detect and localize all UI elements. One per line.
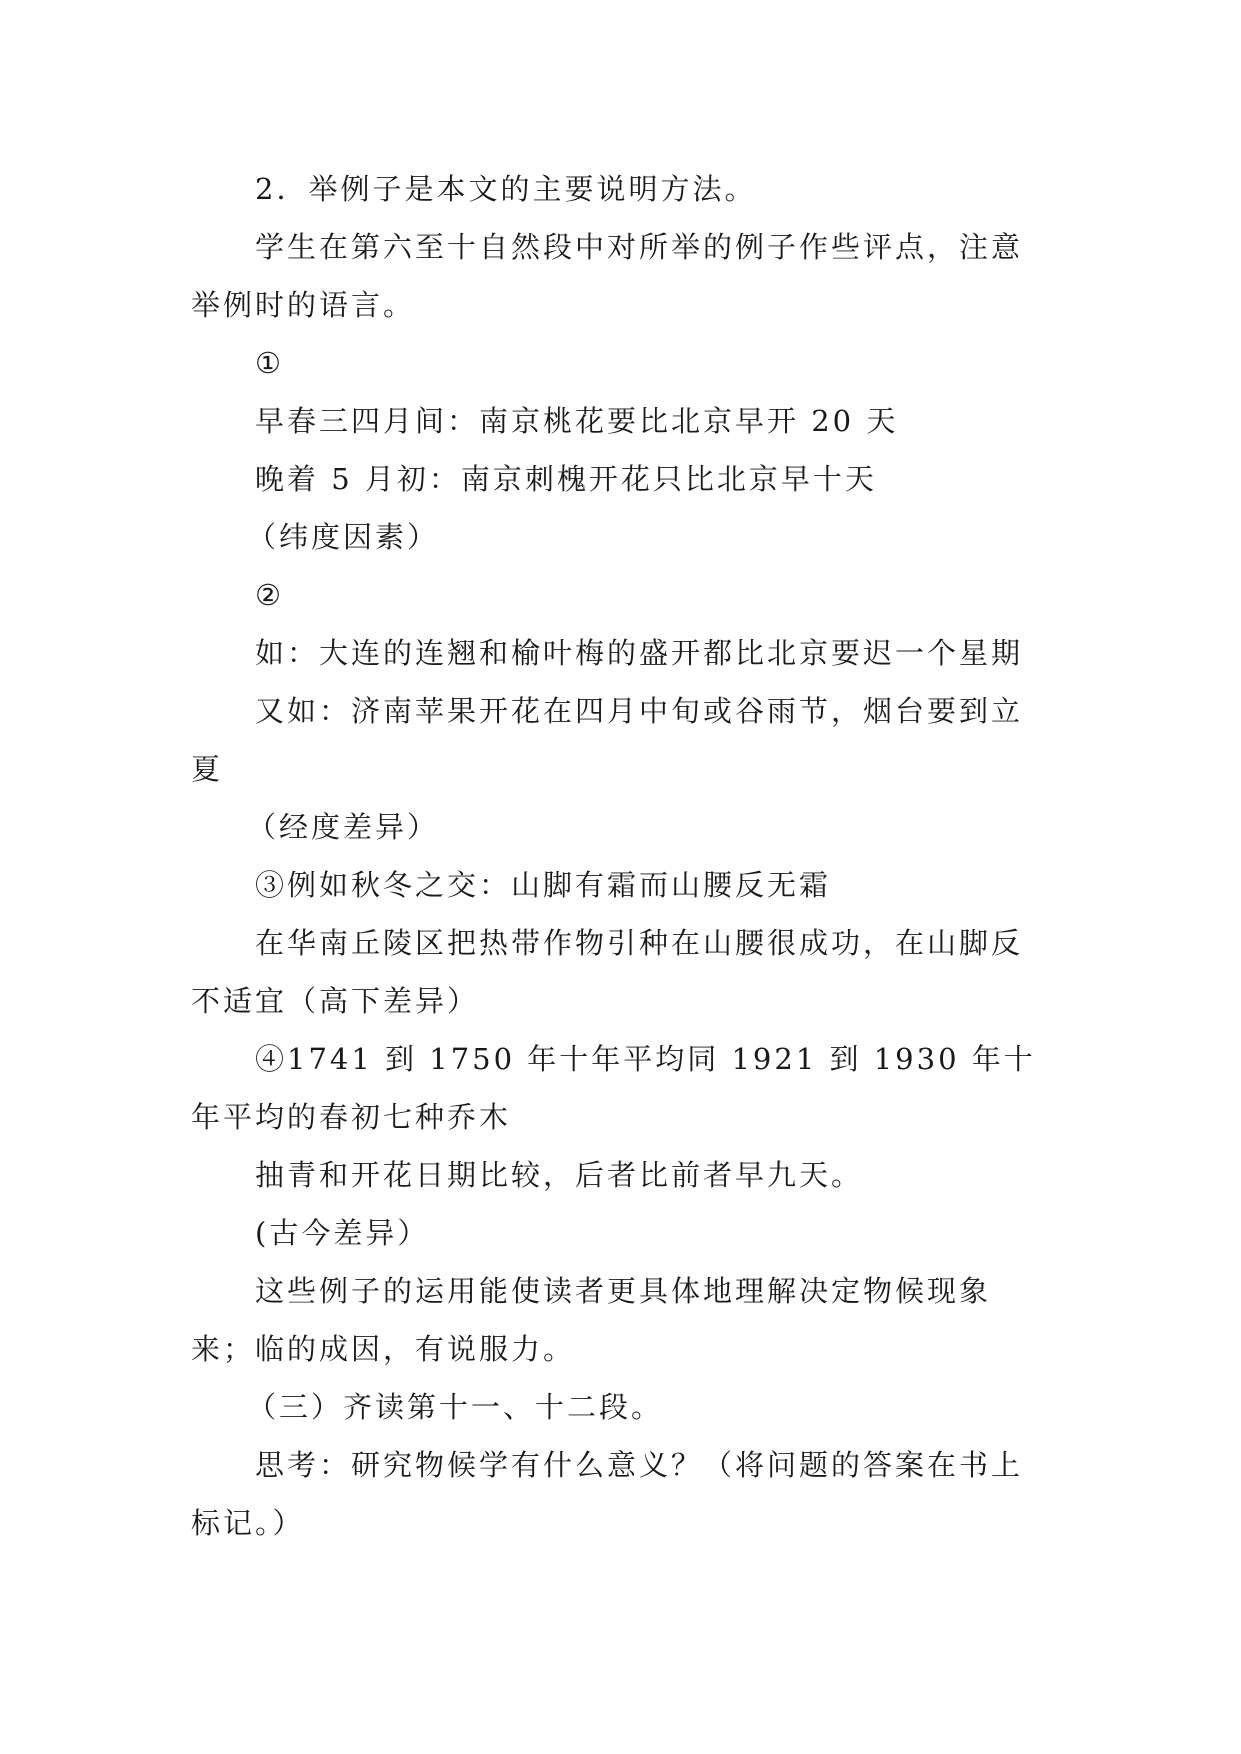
example-1-line-2: 晚着 5 月初：南京刺槐开花只比北京早十天 [255, 462, 877, 496]
example-1-line-1: 早春三四月间：南京桃花要比北京早开 20 天 [255, 404, 899, 438]
example-4-line-2: 抽青和开花日期比较，后者比前者早九天。 [255, 1158, 864, 1192]
example-marker-1: ① [255, 346, 284, 380]
paragraph-summary: 这些例子的运用能使读者更具体地理解决定物候现象来；临的成因，有说服力。 [191, 1274, 992, 1366]
paragraph-student-task: 学生在第六至十自然段中对所举的例子作些评点，注意举例时的语言。 [191, 230, 1024, 322]
example-4-factor: (古今差异） [255, 1216, 430, 1250]
paragraph-method: 2．举例子是本文的主要说明方法。 [255, 172, 757, 206]
example-2-factor: （经度差异） [247, 810, 440, 844]
example-3-line-1: ③例如秋冬之交：山脚有霜而山腰反无霜 [255, 868, 832, 902]
example-2-line-2: 又如：济南苹果开花在四月中旬或谷雨节，烟台要到立夏 [191, 694, 1024, 786]
document-body [191, 160, 1051, 1552]
example-marker-2: ② [255, 578, 284, 612]
example-1-factor: （纬度因素） [247, 520, 440, 554]
example-3-line-2: 在华南丘陵区把热带作物引种在山腰很成功，在山脚反不适宜（高下差异） [191, 926, 1024, 1018]
paragraph-question: 思考：研究物候学有什么意义？（将问题的答案在书上标记。） [191, 1448, 1024, 1540]
section-heading-three: （三）齐读第十一、十二段。 [247, 1390, 664, 1424]
example-2-line-1: 如：大连的连翘和榆叶梅的盛开都比北京要迟一个星期 [255, 636, 1024, 670]
example-4-line-1: ④1741 到 1750 年十年平均同 1921 到 1930 年十年平均的春初七种乔木 [191, 1042, 1036, 1134]
